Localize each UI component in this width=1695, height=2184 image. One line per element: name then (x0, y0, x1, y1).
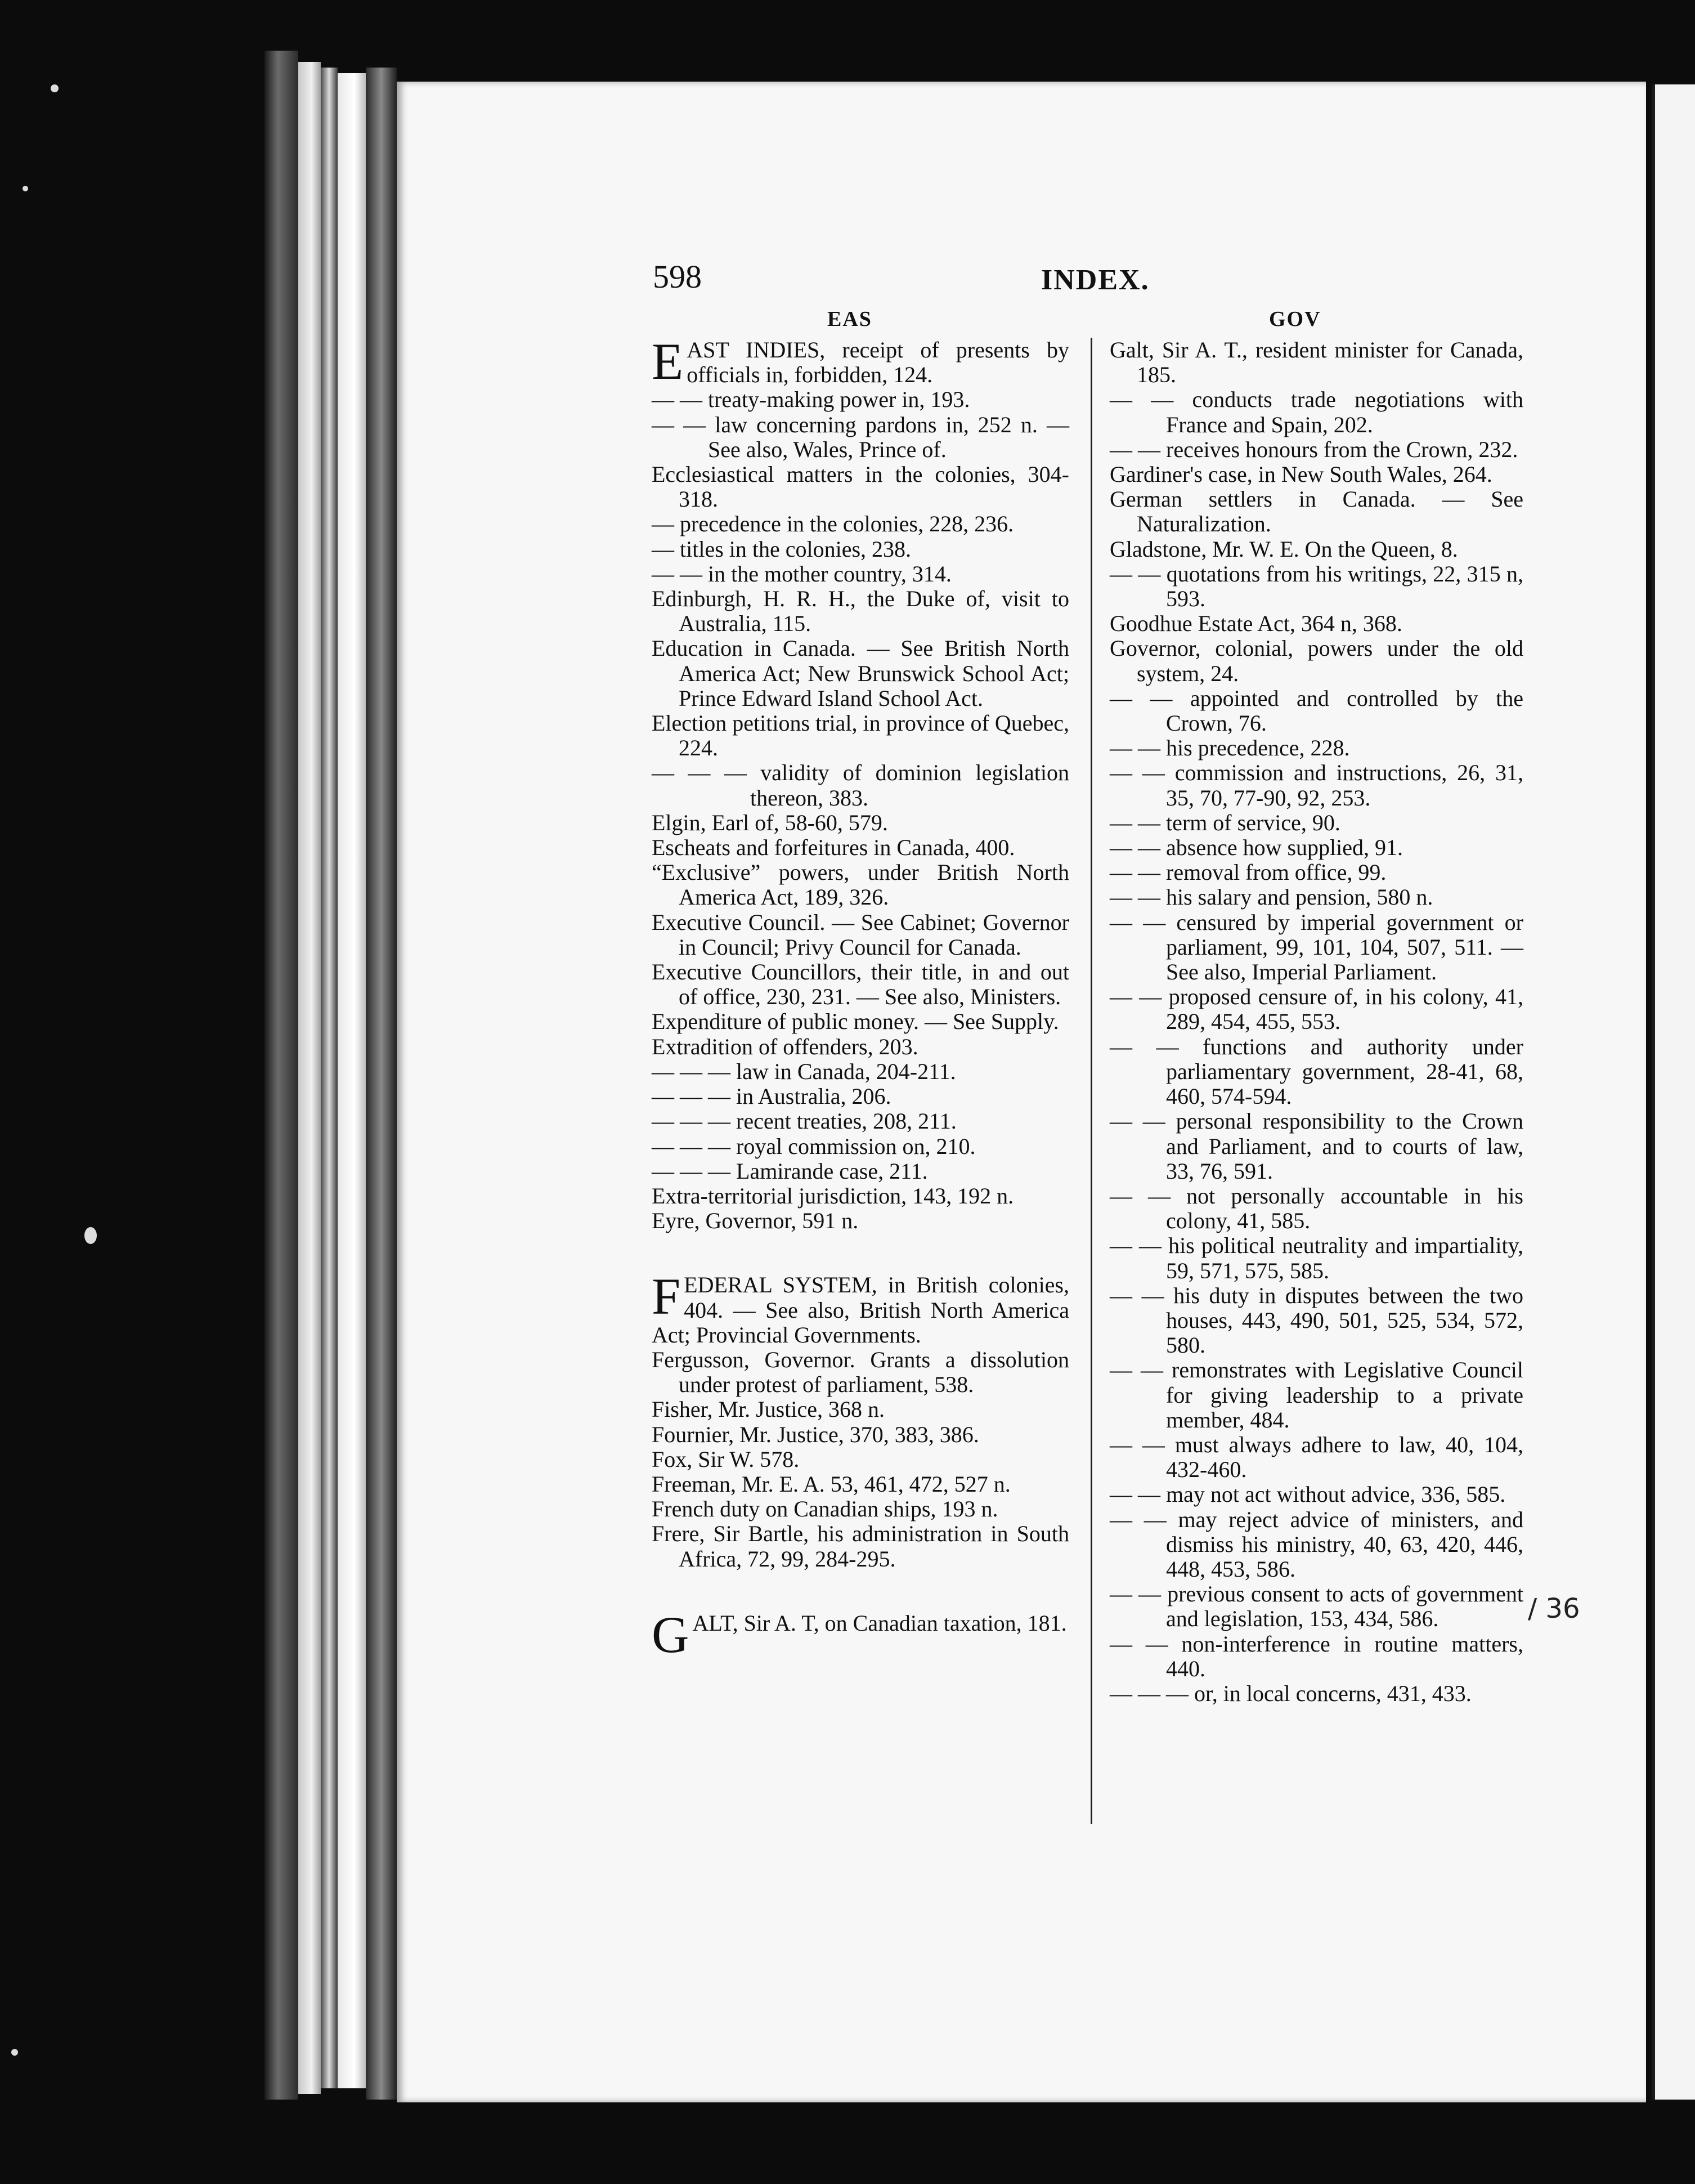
index-entry: — — proposed censure of, in his colony, 41, 289, 454, 455, 553. (1110, 984, 1523, 1035)
right-column-heading: GOV (1269, 307, 1321, 331)
index-entry: — — quotations from his writings, 22, 315 n, 593. (1110, 561, 1523, 612)
column-divider (1091, 338, 1092, 1824)
index-entry: — — — or, in local concerns, 431, 433. (1110, 1680, 1472, 1706)
dust-speck (23, 186, 28, 191)
left-column (652, 333, 1069, 1663)
index-entry: Edinburgh, H. R. H., the Duke of, visit to Australia, 115. (652, 586, 1069, 637)
index-entry: — — his political neutrality and impartiality, 59, 571, 575, 585. (1110, 1233, 1523, 1283)
index-entry: — titles in the colonies, 238. (652, 536, 912, 562)
index-entry: Fisher, Mr. Justice, 368 n. (652, 1397, 885, 1422)
page-title: INDEX. (1041, 264, 1150, 296)
index-entry: — — censured by imperial government or parliament, 99, 101, 104, 507, 511. — See also, Imperial Parliament. (1110, 909, 1523, 985)
index-entry: Election petitions trial, in province of Quebec, 224. (652, 710, 1069, 761)
index-entry: “Exclusive” powers, under British North America Act, 189, 326. (652, 860, 1069, 910)
index-entry: — — — validity of dominion legislation thereon, 383. (652, 760, 1069, 811)
index-entry: German settlers in Canada. — See Naturalization. (1110, 486, 1523, 537)
facing-page-edge (1652, 84, 1695, 2100)
index-entry-list (652, 387, 1069, 1233)
index-entry: Gladstone, Mr. W. E. On the Queen, 8. (1110, 536, 1458, 562)
index-entry: Executive Council. — See Cabinet; Governor in Council; Privy Council for Canada. (652, 909, 1069, 960)
index-entry: — — — royal commission on, 210. (652, 1133, 976, 1159)
index-entry: — — treaty-making power in, 193. (652, 387, 970, 413)
index-entry: — — not personally accountable in his colony, 41, 585. (1110, 1183, 1523, 1234)
index-entry-list (1110, 338, 1523, 1706)
left-column-heading: EAS (827, 307, 872, 331)
index-entry: Expenditure of public money. — See Supply. (652, 1009, 1059, 1035)
index-entry: — — non-interference in routine matters, 440. (1110, 1631, 1523, 1681)
index-entry: Freeman, Mr. E. A. 53, 461, 472, 527 n. (652, 1471, 1011, 1497)
book-edge (321, 68, 338, 2088)
index-entry: — — functions and authority under parliamentary government, 28-41, 68, 460, 574-594. (1110, 1033, 1523, 1109)
dust-speck (51, 84, 59, 92)
index-entry: — — absence how supplied, 91. (1110, 835, 1403, 861)
index-entry: — — receives honours from the Crown, 232. (1110, 436, 1518, 462)
index-entry: — — his salary and pension, 580 n. (1110, 884, 1433, 910)
index-entry: French duty on Canadian ships, 193 n. (652, 1496, 998, 1522)
drop-cap: G (652, 1605, 689, 1663)
index-entry: — — appointed and controlled by the Crown, 76. (1110, 685, 1523, 736)
drop-cap: E (652, 333, 684, 390)
index-entry: Eyre, Governor, 591 n. (652, 1208, 859, 1234)
book-edge (338, 73, 366, 2088)
index-entry: — — may reject advice of ministers, and dismiss his ministry, 40, 63, 420, 446, 448, 453, 586. (1110, 1506, 1523, 1582)
index-entry: Executive Councillors, their title, in and out of office, 230, 231. — See also, Ministers. (652, 959, 1069, 1010)
index-entry: Fournier, Mr. Justice, 370, 383, 386. (652, 1421, 979, 1447)
index-entry: — — his precedence, 228. (1110, 735, 1350, 761)
index-entry: — — remonstrates with Legislative Council for giving leadership to a private member, 484. (1110, 1357, 1523, 1433)
index-entry: — — previous consent to acts of government and legislation, 153, 434, 586. (1110, 1581, 1523, 1632)
index-entry: — — must always adhere to law, 40, 104, 432-460. (1110, 1431, 1523, 1483)
index-entry: Fergusson, Governor. Grants a dissolution under protest of parliament, 538. (652, 1346, 1069, 1398)
index-entry: — — commission and instructions, 26, 31, 35, 70, 77-90, 92, 253. (1110, 760, 1523, 811)
index-entry: Gardiner's case, in New South Wales, 264. (1110, 462, 1492, 487)
index-entry: Frere, Sir Bartle, his administration in South Africa, 72, 99, 284-295. (652, 1521, 1069, 1572)
index-entry: — — in the mother country, 314. (652, 561, 952, 587)
index-entry: Education in Canada. — See British North America Act; New Brunswick School Act; Prince Edward Island School Act. (652, 635, 1069, 711)
index-entry: — — law concerning pardons in, 252 n. — See also, Wales, Prince of. (652, 411, 1069, 462)
index-entry-lead (652, 333, 1069, 390)
section-gap (652, 1233, 1069, 1273)
right-column (1110, 338, 1523, 1706)
index-entry: — — — Lamirande case, 211. (652, 1158, 928, 1184)
index-entry-text: EDERAL SYSTEM, in British colonies, 404. — See also, British North America Act; Provincial Governments. (652, 1272, 1069, 1348)
index-entry: — — conducts trade negotiations with France and Spain, 202. (1110, 387, 1523, 437)
index-entry: Governor, colonial, powers under the old system, 24. (1110, 635, 1523, 686)
index-entry: — — removal from office, 99. (1110, 860, 1387, 885)
index-entry-text: AST INDIES, receipt of presents by officials in, forbidden, 124. (687, 337, 1069, 388)
handwritten-margin-mark: / 36 (1528, 1593, 1580, 1624)
index-entry: Galt, Sir A. T., resident minister for Canada, 185. (1110, 337, 1523, 388)
page-number: 598 (653, 258, 702, 295)
index-entry: Escheats and forfeitures in Canada, 400. (652, 835, 1015, 861)
index-entry: — precedence in the colonies, 228, 236. (652, 511, 1014, 537)
index-entry-text: ALT, Sir A. T, on Canadian taxation, 181. (692, 1610, 1067, 1636)
index-entry: — — — in Australia, 206. (652, 1084, 891, 1109)
index-entry-lead (652, 1268, 1069, 1348)
index-entry: — — term of service, 90. (1110, 809, 1340, 835)
index-entry-list (652, 1348, 1069, 1572)
index-entry: Elgin, Earl of, 58-60, 579. (652, 809, 888, 835)
dust-speck (84, 1227, 97, 1244)
book-edge (298, 62, 321, 2094)
book-edge (264, 51, 298, 2100)
index-entry: — — his duty in disputes between the two houses, 443, 490, 501, 525, 534, 572, 580. (1110, 1282, 1523, 1358)
book-edge (366, 68, 397, 2100)
index-entry-lead (652, 1605, 1069, 1663)
index-entry: — — — recent treaties, 208, 211. (652, 1108, 957, 1134)
index-entry: — — — law in Canada, 204-211. (652, 1058, 956, 1084)
index-entry: Extra-territorial jurisdiction, 143, 192 n. (652, 1183, 1014, 1209)
section-gap (652, 1572, 1069, 1611)
index-entry: Extradition of offenders, 203. (652, 1033, 918, 1059)
index-entry: Ecclesiastical matters in the colonies, 304-318. (652, 462, 1069, 512)
index-entry: — — may not act without advice, 336, 585. (1110, 1482, 1506, 1507)
index-entry: Goodhue Estate Act, 364 n, 368. (1110, 611, 1402, 637)
index-entry: — — personal responsibility to the Crown and Parliament, and to courts of law, 33, 76, 591. (1110, 1108, 1523, 1184)
index-entry: Fox, Sir W. 578. (652, 1446, 800, 1472)
drop-cap: F (652, 1268, 681, 1326)
dust-speck (11, 2049, 18, 2056)
